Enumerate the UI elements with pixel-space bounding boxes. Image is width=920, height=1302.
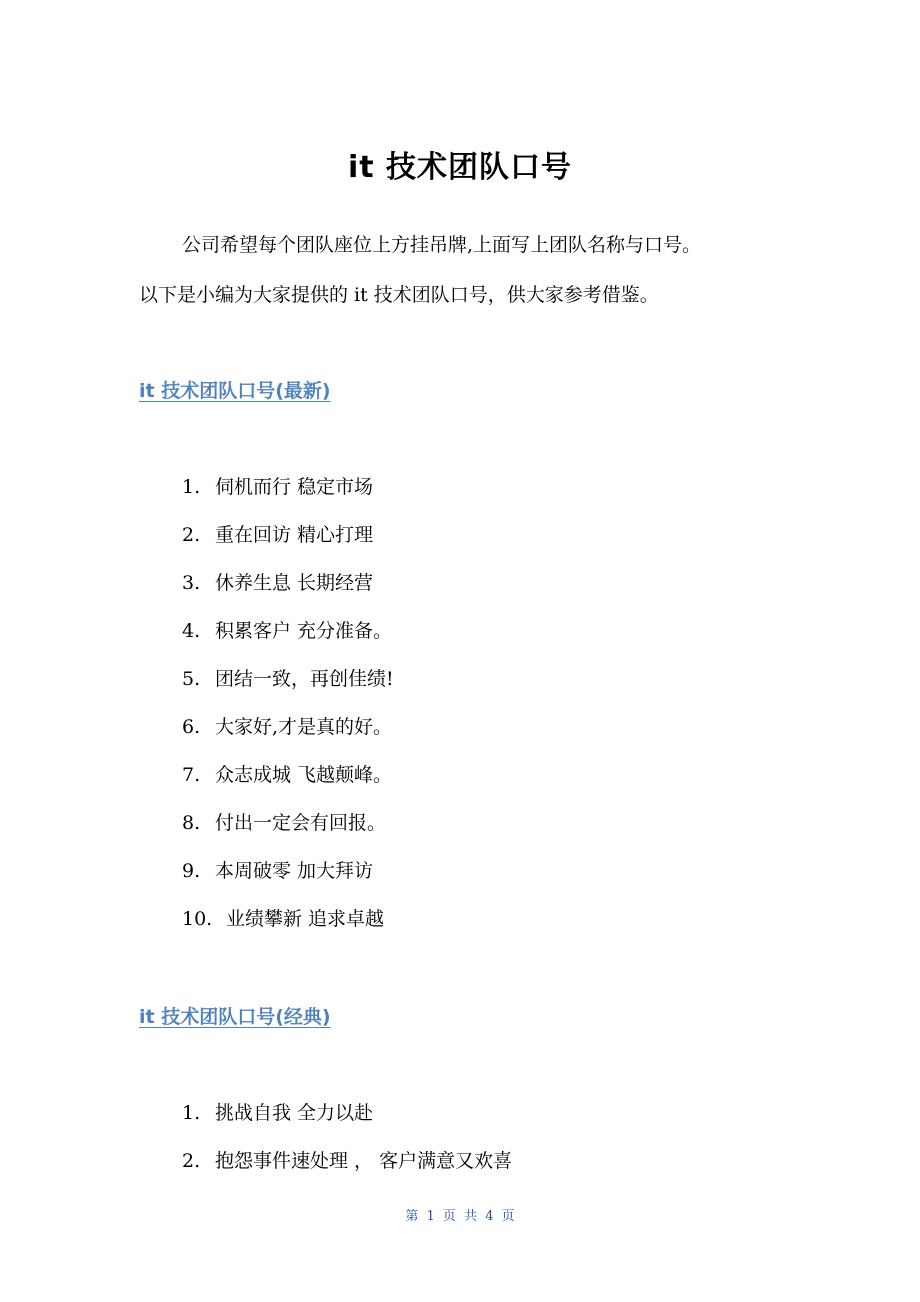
list-item-number: 5. (182, 668, 201, 690)
slogan-list-classic (182, 1099, 512, 1195)
list-item-text: 挑战自我 全力以赴 (215, 1102, 374, 1124)
section-heading-latest[interactable]: it 技术团队口号(最新) (139, 380, 331, 402)
list-item-number: 7. (182, 764, 201, 786)
intro-line-1: 公司希望每个团队座位上方挂吊牌,上面写上团队名称与口号。 (182, 234, 702, 256)
list-item-text: 伺机而行 稳定市场 (215, 476, 374, 498)
list-item-number: 1. (182, 476, 201, 498)
list-item-number: 4. (182, 620, 201, 642)
section-heading-classic[interactable]: it 技术团队口号(经典) (139, 1006, 331, 1028)
list-item (182, 713, 394, 761)
list-item (182, 905, 394, 953)
list-item-number: 2. (182, 1150, 201, 1172)
list-item (182, 521, 394, 569)
list-item-number: 10. (182, 908, 213, 930)
list-item-text: 本周破零 加大拜访 (215, 860, 374, 882)
list-item (182, 1099, 512, 1147)
list-item (182, 665, 394, 713)
list-item-text: 大家好,才是真的好。 (215, 716, 393, 738)
list-item-text: 积累客户 充分准备。 (215, 620, 393, 642)
list-item (182, 617, 394, 665)
page-footer: 第 1 页 共 4 页 (405, 1209, 515, 1224)
list-item (182, 857, 394, 905)
list-item-text: 付出一定会有回报。 (215, 812, 387, 834)
list-item (182, 569, 394, 617)
list-item-text: 抱怨事件速处理 ， 客户满意又欢喜 (215, 1150, 513, 1172)
list-item-text: 业绩攀新 追求卓越 (226, 908, 385, 930)
list-item-number: 8. (182, 812, 201, 834)
list-item-number: 3. (182, 572, 201, 594)
list-item-text: 团结一致，再创佳绩! (215, 668, 394, 690)
list-item-text: 休养生息 长期经营 (215, 572, 374, 594)
list-item-number: 9. (182, 860, 201, 882)
list-item-text: 众志成城 飞越颠峰。 (215, 764, 393, 786)
list-item (182, 809, 394, 857)
list-item (182, 473, 394, 521)
list-item (182, 1147, 512, 1195)
list-item-text: 重在回访 精心打理 (215, 524, 374, 546)
list-item-number: 1. (182, 1102, 201, 1124)
list-item-number: 2. (182, 524, 201, 546)
list-item-number: 6. (182, 716, 201, 738)
slogan-list-latest (182, 473, 394, 953)
list-item (182, 761, 394, 809)
document-title: it 技术团队口号 (347, 150, 573, 185)
intro-line-2: 以下是小编为大家提供的 it 技术团队口号，供大家参考借鉴。 (139, 284, 659, 306)
